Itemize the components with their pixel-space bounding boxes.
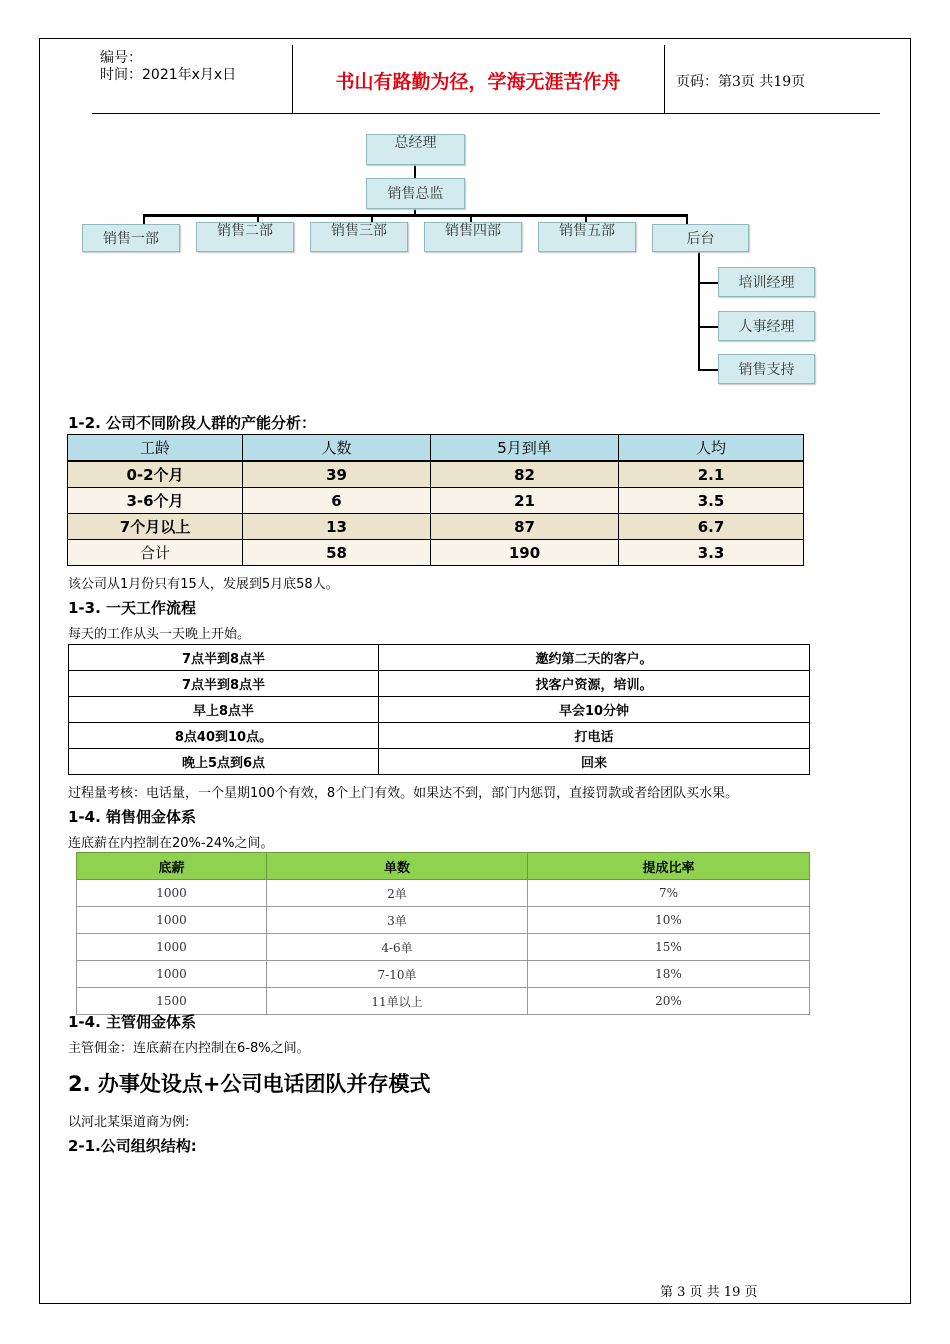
org-box-sub: 销售支持 — [718, 354, 815, 384]
connector-line — [698, 369, 718, 371]
table-header-cell: 工龄 — [68, 435, 243, 462]
table-cell: 3.5 — [619, 488, 804, 514]
commission-table — [76, 852, 810, 1015]
productivity-table — [67, 434, 804, 566]
table-cell: 82 — [431, 461, 619, 488]
table-cell: 2单 — [267, 880, 528, 907]
table-cell: 58 — [243, 540, 431, 566]
table-cell: 7点半到8点半 — [69, 645, 379, 671]
connector-line — [143, 214, 145, 224]
table-cell: 7个月以上 — [68, 514, 243, 540]
table-cell: 合计 — [68, 540, 243, 566]
table-row — [77, 961, 810, 988]
table-row — [69, 723, 810, 749]
page-footer: 第 3 页 共 19 页 — [660, 1285, 758, 1300]
table-header-cell: 人数 — [243, 435, 431, 462]
table-cell: 13 — [243, 514, 431, 540]
org-box-sub: 人事经理 — [718, 311, 815, 341]
table-header-cell: 提成比率 — [528, 853, 810, 880]
org-box-dept: 销售四部 — [424, 222, 522, 252]
table-cell: 1000 — [77, 934, 267, 961]
table-row — [77, 880, 810, 907]
section-heading: 1-2. 公司不同阶段人群的产能分析： — [68, 414, 317, 432]
table-cell: 邀约第二天的客户。 — [379, 645, 810, 671]
chapter-heading: 2. 办事处设点+公司电话团队并存模式 — [68, 1072, 431, 1096]
number-label: 编号： — [100, 50, 142, 66]
connector-line — [257, 214, 259, 222]
table-header-cell: 5月到单 — [431, 435, 619, 462]
connector-line — [686, 214, 688, 224]
table-header-cell: 人均 — [619, 435, 804, 462]
connector-line — [698, 282, 718, 284]
table-cell: 6.7 — [619, 514, 804, 540]
table-cell: 39 — [243, 461, 431, 488]
table-cell: 10% — [528, 907, 810, 934]
table-cell: 3.3 — [619, 540, 804, 566]
intro-text: 每天的工作从头一天晚上开始。 — [68, 627, 251, 642]
table-row — [68, 488, 804, 514]
table-cell: 4-6单 — [267, 934, 528, 961]
table-header-cell: 单数 — [267, 853, 528, 880]
org-box-dept: 销售一部 — [82, 224, 180, 252]
org-box-dept: 销售五部 — [538, 222, 636, 252]
section-heading: 2-1.公司组织结构: — [68, 1137, 197, 1155]
table-cell: 190 — [431, 540, 619, 566]
connector-line — [470, 214, 472, 222]
header-motto: 书山有路勤为径，学海无涯苦作舟 — [335, 71, 621, 93]
table-cell: 0-2个月 — [68, 461, 243, 488]
table-header-row — [77, 853, 810, 880]
table-cell: 早上8点半 — [69, 697, 379, 723]
table-row — [68, 540, 804, 566]
table-cell: 1000 — [77, 961, 267, 988]
table-cell: 7-10单 — [267, 961, 528, 988]
table-cell: 21 — [431, 488, 619, 514]
table-row — [77, 907, 810, 934]
section-heading: 1-4. 销售佣金体系 — [68, 808, 197, 826]
org-box-backoffice: 后台 — [652, 224, 749, 252]
table-row — [69, 671, 810, 697]
table-cell: 8点40到10点。 — [69, 723, 379, 749]
connector-line — [143, 214, 688, 217]
table-cell: 1000 — [77, 907, 267, 934]
connector-line — [698, 252, 700, 370]
connector-line — [585, 214, 587, 222]
table-cell: 找客户资源，培训。 — [379, 671, 810, 697]
table-cell: 早会10分钟 — [379, 697, 810, 723]
table-cell: 6 — [243, 488, 431, 514]
table-cell: 2.1 — [619, 461, 804, 488]
intro-text: 连底薪在内控制在20%-24%之间。 — [68, 836, 274, 851]
org-box-dept: 销售二部 — [196, 222, 294, 252]
header-page-label: 页码：第3页 共19页 — [676, 74, 806, 90]
table-cell: 7点半到8点半 — [69, 671, 379, 697]
table-cell: 18% — [528, 961, 810, 988]
table-cell: 1500 — [77, 988, 267, 1015]
table-cell: 11单以上 — [267, 988, 528, 1015]
table-row — [68, 514, 804, 540]
table-cell: 7% — [528, 880, 810, 907]
daily-schedule-table — [68, 644, 810, 775]
table-cell: 1000 — [77, 880, 267, 907]
table-row — [69, 697, 810, 723]
table-cell: 15% — [528, 934, 810, 961]
org-chart — [0, 0, 950, 400]
table-cell: 3单 — [267, 907, 528, 934]
table-row — [77, 934, 810, 961]
table-cell: 打电话 — [379, 723, 810, 749]
connector-line — [371, 214, 373, 222]
table-cell: 回来 — [379, 749, 810, 775]
org-box-top: 总经理 — [366, 134, 465, 165]
section-heading: 1-3. 一天工作流程 — [68, 599, 197, 617]
table-header-cell: 底薪 — [77, 853, 267, 880]
table-row — [68, 461, 804, 488]
org-box-director: 销售总监 — [366, 178, 465, 209]
note-text: 该公司从1月份只有15人，发展到5月底58人。 — [68, 577, 339, 592]
table-cell: 3-6个月 — [68, 488, 243, 514]
table-cell: 20% — [528, 988, 810, 1015]
note-text: 过程量考核：电话量，一个星期100个有效，8个上门有效。如果达不到，部门内惩罚，直接罚款或者给团队买水果。 — [68, 786, 739, 801]
org-box-sub: 培训经理 — [718, 267, 815, 297]
table-header-row — [68, 435, 804, 462]
time-label: 时间：2021年x月x日 — [100, 67, 237, 83]
section-heading: 1-4. 主管佣金体系 — [68, 1013, 197, 1031]
org-box-dept: 销售三部 — [310, 222, 408, 252]
table-cell: 晚上5点到6点 — [69, 749, 379, 775]
body-text: 主管佣金：连底薪在内控制在6-8%之间。 — [68, 1041, 310, 1056]
table-row — [69, 645, 810, 671]
connector-line — [698, 326, 718, 328]
connector-line — [414, 164, 416, 178]
intro-text: 以河北某渠道商为例: — [68, 1115, 190, 1130]
table-cell: 87 — [431, 514, 619, 540]
table-row — [69, 749, 810, 775]
